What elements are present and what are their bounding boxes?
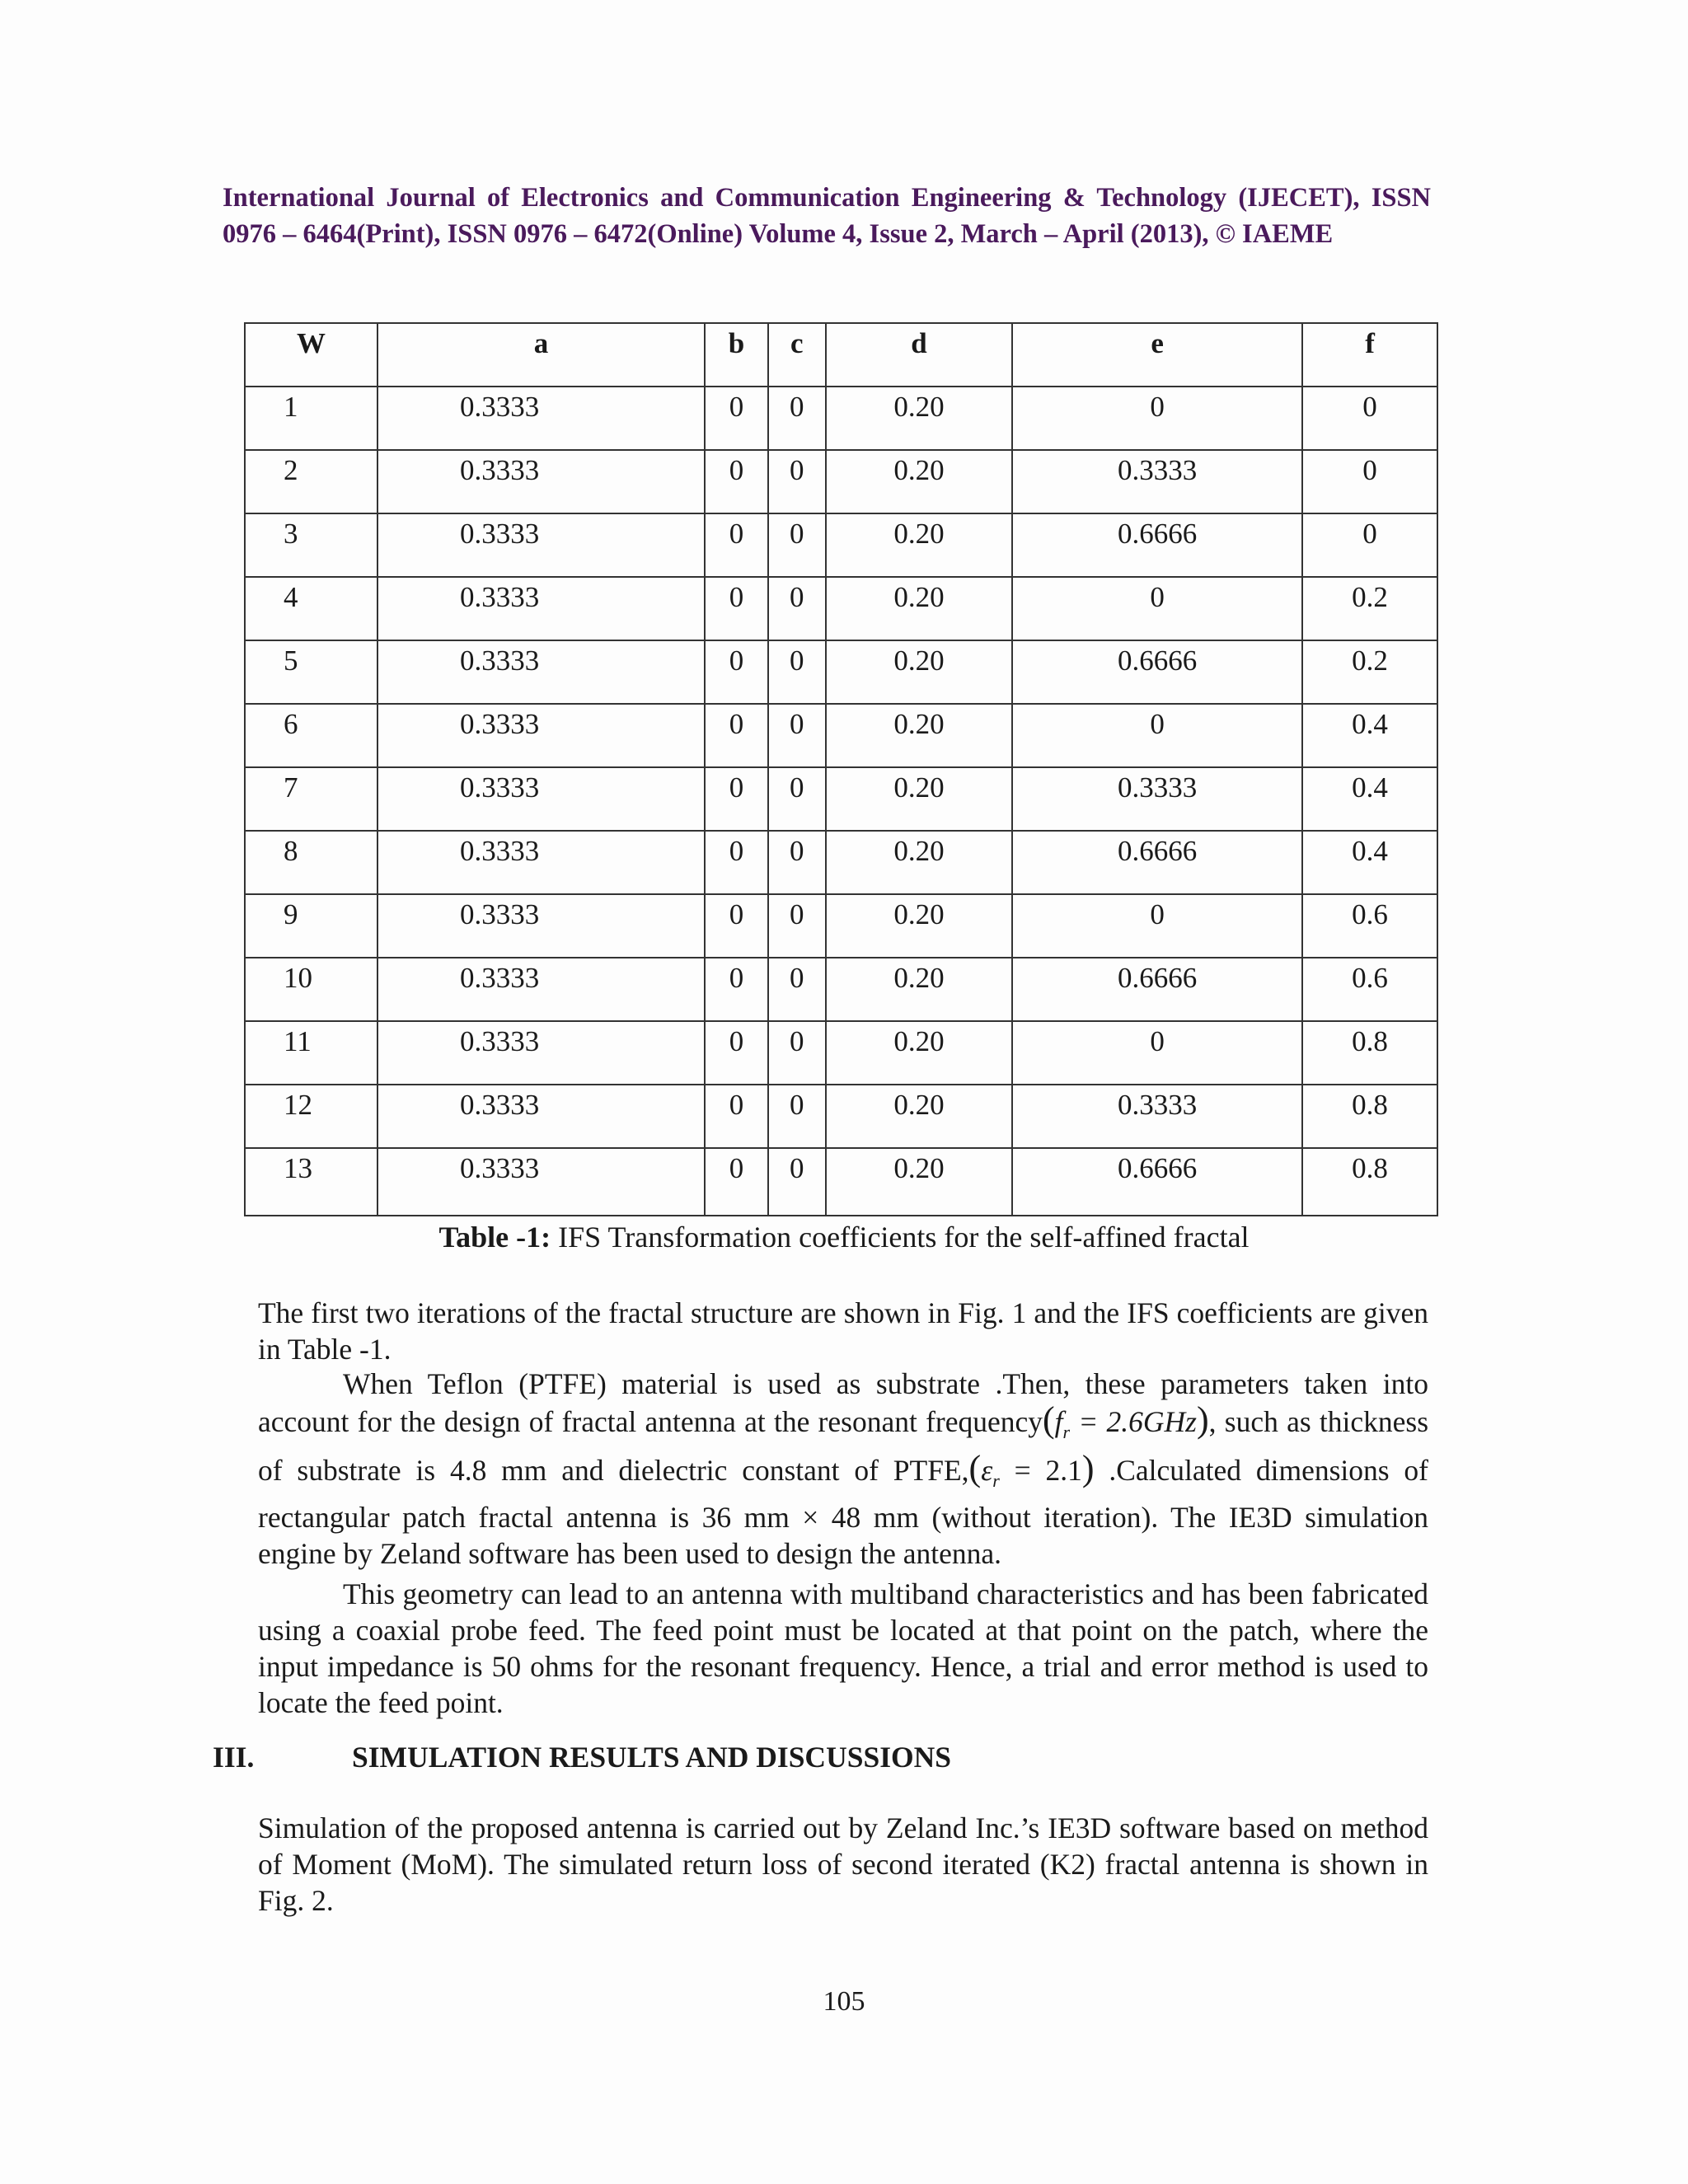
table-cell-a: 0.3333	[377, 513, 705, 577]
table-row	[245, 450, 1437, 513]
table-cell-b: 0	[705, 1148, 768, 1216]
table-cell-a: 0.3333	[377, 704, 705, 767]
table-cell-a: 0.3333	[377, 577, 705, 640]
table-cell-w: 9	[245, 894, 377, 958]
table-cell-c: 0	[768, 513, 826, 577]
column-header-e: e	[1012, 323, 1302, 387]
table-cell-b: 0	[705, 958, 768, 1021]
journal-header-line-1: International Journal of Electronics and Communication Engineering & Technology (IJECET), ISSN	[223, 183, 1431, 213]
table-cell-d: 0.20	[826, 704, 1013, 767]
table-cell-c: 0	[768, 1021, 826, 1085]
table-cell-e: 0	[1012, 1021, 1302, 1085]
column-header-f: f	[1302, 323, 1437, 387]
column-header-c: c	[768, 323, 826, 387]
table-cell-c: 0	[768, 894, 826, 958]
formula-resonant-frequency-var: f	[1054, 1405, 1063, 1438]
table-cell-c: 0	[768, 1148, 826, 1216]
paragraph-fractal-iterations: The first two iterations of the fractal structure are shown in Fig. 1 and the IFS coefficients are given in Table -1.	[258, 1296, 1428, 1366]
table-row	[245, 1085, 1437, 1148]
table-cell-a: 0.3333	[377, 1148, 705, 1216]
table-cell-e: 0.6666	[1012, 831, 1302, 894]
formula-dielectric-constant-value: = 2.1	[999, 1454, 1082, 1487]
table-cell-b: 0	[705, 704, 768, 767]
table-cell-d: 0.20	[826, 958, 1013, 1021]
table-cell-w: 6	[245, 704, 377, 767]
table-cell-d: 0.20	[826, 894, 1013, 958]
table-cell-c: 0	[768, 767, 826, 831]
table-cell-a: 0.3333	[377, 894, 705, 958]
table-cell-d: 0.20	[826, 450, 1013, 513]
table-row	[245, 894, 1437, 958]
paragraph-teflon-part-d: .Calculated dimensions of rectangular patch fractal antenna is 36 mm × 48 mm (without iteration). The IE3D simulation engine by Zeland software has been used to design the antenna.	[258, 1454, 1428, 1570]
table-cell-e: 0.3333	[1012, 450, 1302, 513]
table-cell-f: 0.8	[1302, 1148, 1437, 1216]
paragraph-simulation: Simulation of the proposed antenna is carried out by Zeland Inc.’s IE3D software based on method of Moment (MoM). The simulated return loss of second iterated (K2) fractal antenna is shown in Fig. 2.	[258, 1811, 1428, 1917]
table-cell-f: 0.2	[1302, 640, 1437, 704]
table-cell-b: 0	[705, 767, 768, 831]
table-row	[245, 767, 1437, 831]
table-cell-c: 0	[768, 958, 826, 1021]
table-cell-c: 0	[768, 640, 826, 704]
table-cell-e: 0.3333	[1012, 767, 1302, 831]
table-cell-b: 0	[705, 831, 768, 894]
table-cell-b: 0	[705, 450, 768, 513]
table-cell-a: 0.3333	[377, 1021, 705, 1085]
table-cell-c: 0	[768, 831, 826, 894]
table-cell-f: 0.6	[1302, 894, 1437, 958]
table-caption	[0, 1220, 1688, 1254]
table-cell-w: 10	[245, 958, 377, 1021]
table-cell-b: 0	[705, 1021, 768, 1085]
table-caption-label: Table -1:	[438, 1221, 551, 1254]
table-cell-f: 0.2	[1302, 577, 1437, 640]
table-cell-w: 12	[245, 1085, 377, 1148]
table-cell-b: 0	[705, 894, 768, 958]
formula-resonant-frequency-value: = 2.6GHz	[1070, 1405, 1197, 1438]
table-cell-c: 0	[768, 704, 826, 767]
table-cell-w: 2	[245, 450, 377, 513]
table-cell-f: 0	[1302, 513, 1437, 577]
section-title: SIMULATION RESULTS AND DISCUSSIONS	[352, 1741, 952, 1774]
table-cell-f: 0.8	[1302, 1085, 1437, 1148]
formula-dielectric-constant-sub: r	[992, 1470, 1000, 1491]
table-cell-c: 0	[768, 387, 826, 450]
table-cell-d: 0.20	[826, 513, 1013, 577]
table-cell-e: 0.6666	[1012, 640, 1302, 704]
table-cell-e: 0	[1012, 894, 1302, 958]
table-cell-e: 0.6666	[1012, 958, 1302, 1021]
table-cell-f: 0.4	[1302, 831, 1437, 894]
column-header-a: a	[377, 323, 705, 387]
table-cell-d: 0.20	[826, 767, 1013, 831]
table-cell-c: 0	[768, 577, 826, 640]
table-row	[245, 387, 1437, 450]
paragraph-teflon-line-1: When Teflon (PTFE) material is used as substrate .Then, these parameters taken into	[343, 1367, 1428, 1400]
journal-header	[223, 180, 1431, 252]
table-cell-c: 0	[768, 450, 826, 513]
table-cell-w: 7	[245, 767, 377, 831]
table-cell-b: 0	[705, 387, 768, 450]
table-cell-d: 0.20	[826, 640, 1013, 704]
table-body	[245, 387, 1437, 1216]
table-cell-w: 1	[245, 387, 377, 450]
table-cell-w: 8	[245, 831, 377, 894]
table-row	[245, 1021, 1437, 1085]
table-cell-c: 0	[768, 1085, 826, 1148]
page-number: 105	[823, 1986, 865, 2017]
table-row	[245, 831, 1437, 894]
table-cell-w: 13	[245, 1148, 377, 1216]
table-cell-d: 0.20	[826, 1021, 1013, 1085]
table-cell-e: 0	[1012, 387, 1302, 450]
table-row	[245, 704, 1437, 767]
table-cell-f: 0	[1302, 450, 1437, 513]
table-header-row	[245, 323, 1437, 387]
table-cell-b: 0	[705, 1085, 768, 1148]
table-cell-d: 0.20	[826, 831, 1013, 894]
table-cell-d: 0.20	[826, 577, 1013, 640]
table-row	[245, 1148, 1437, 1216]
journal-header-line-2: 0976 – 6464(Print), ISSN 0976 – 6472(Online) Volume 4, Issue 2, March – April (2013), © IAEME	[223, 219, 1334, 249]
table-row	[245, 513, 1437, 577]
table-cell-d: 0.20	[826, 387, 1013, 450]
table-cell-w: 3	[245, 513, 377, 577]
table-cell-b: 0	[705, 577, 768, 640]
table-row	[245, 958, 1437, 1021]
column-header-d: d	[826, 323, 1013, 387]
table-cell-e: 0.6666	[1012, 513, 1302, 577]
table-cell-f: 0.4	[1302, 704, 1437, 767]
section-heading	[213, 1740, 951, 1774]
paragraph-teflon-part-b: , such as	[1208, 1405, 1311, 1438]
table-cell-f: 0.4	[1302, 767, 1437, 831]
table-cell-a: 0.3333	[377, 767, 705, 831]
table-cell-w: 11	[245, 1021, 377, 1085]
paragraph-teflon-part-c: thickness of substrate is 4.8 mm and dielectric constant of PTFE,	[258, 1405, 1429, 1487]
table-cell-a: 0.3333	[377, 450, 705, 513]
table-cell-d: 0.20	[826, 1148, 1013, 1216]
table-cell-e: 0.6666	[1012, 1148, 1302, 1216]
table-cell-f: 0	[1302, 387, 1437, 450]
table-cell-f: 0.6	[1302, 958, 1437, 1021]
paragraph-geometry-feed: This geometry can lead to an antenna with multiband characteristics and has been fabricated using a coaxial probe feed. The feed point must be located at that point on the patch, where the input impedance is 50 ohms for the resonant frequency. Hence, a trial and error method is used to locate the feed point.	[258, 1577, 1428, 1719]
table-cell-w: 5	[245, 640, 377, 704]
table-cell-e: 0	[1012, 704, 1302, 767]
table-caption-text: IFS Transformation coefficients for the self-affined fractal	[551, 1221, 1250, 1254]
table-cell-a: 0.3333	[377, 1085, 705, 1148]
table-row	[245, 577, 1437, 640]
table-cell-a: 0.3333	[377, 640, 705, 704]
table-cell-e: 0.3333	[1012, 1085, 1302, 1148]
formula-resonant-frequency-sub: r	[1062, 1422, 1071, 1442]
table-cell-d: 0.20	[826, 1085, 1013, 1148]
table-cell-f: 0.8	[1302, 1021, 1437, 1085]
paragraph-teflon-part-a: account for the design of fractal antenna at the resonant frequency	[258, 1405, 1043, 1438]
table-cell-b: 0	[705, 640, 768, 704]
column-header-w: W	[245, 323, 377, 387]
column-header-b: b	[705, 323, 768, 387]
table-cell-b: 0	[705, 513, 768, 577]
table-cell-w: 4	[245, 577, 377, 640]
table-row	[245, 640, 1437, 704]
table-cell-a: 0.3333	[377, 958, 705, 1021]
table-cell-a: 0.3333	[377, 387, 705, 450]
ifs-coefficients-table	[244, 322, 1438, 1216]
formula-dielectric-constant-var: ε	[981, 1454, 993, 1487]
table-cell-a: 0.3333	[377, 831, 705, 894]
table-cell-e: 0	[1012, 577, 1302, 640]
paragraph-teflon-substrate: When Teflon (PTFE) material is used as substrate .Then, these parameters taken into account for the design of fractal antenna at the resonant $frequency(f_r = 2.6GHz)$, such as thickness of substrate is 4.8 mm and dielectric constant of $PTFE,(\varepsilon_r = 2.1)$ .Calculated dimensions of rectangular patch fractal antenna is 36 mm × 48 mm (without iteration). The IE3D simulation engine by Zeland software has been used to design the antenna.	[258, 1367, 1429, 1570]
section-number: III.	[213, 1741, 255, 1774]
